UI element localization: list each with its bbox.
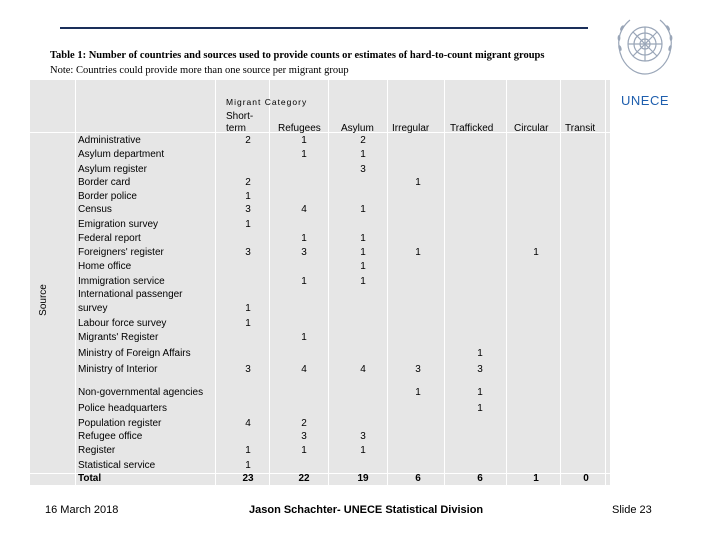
table-cell: 3: [301, 247, 307, 258]
column-header-short-term: Short-term: [226, 111, 254, 134]
table-cell: 1: [415, 247, 421, 258]
source-row-label: Administrative: [78, 135, 141, 146]
table-cell: 2: [245, 177, 251, 188]
table-cell: 2: [301, 418, 307, 429]
table-cell: 1: [360, 261, 366, 272]
table-note: Note: Countries could provide more than one source per migrant group: [50, 65, 349, 76]
source-row-label: Immigration service: [78, 276, 165, 287]
table-cell: 1: [245, 318, 251, 329]
grid-vline: [75, 80, 76, 485]
table-cell: 3: [477, 364, 483, 375]
table-cell: 1: [245, 219, 251, 230]
table-cell: 1: [360, 276, 366, 287]
table-cell: 1: [245, 445, 251, 456]
table-cell: 1: [245, 191, 251, 202]
column-header-irregular: Irregular: [392, 123, 430, 134]
source-row-label: Register: [78, 445, 116, 456]
source-row-label: Population register: [78, 418, 162, 429]
table-cell: 4: [360, 364, 366, 375]
table-cell: 1: [245, 460, 251, 471]
table-cell: 3: [360, 164, 366, 175]
total-cell: 19: [357, 473, 369, 484]
footer-date: 16 March 2018: [45, 504, 119, 516]
un-emblem-icon: [610, 14, 680, 80]
source-row-label: Migrants' Register: [78, 332, 159, 343]
slide-title: Table 1: Number of countries and sources used to provide counts or estimates of hard-to-count migrant groups: [50, 50, 545, 61]
source-row-label: Ministry of Interior: [78, 364, 158, 375]
table-cell: 1: [533, 247, 539, 258]
table-cell: 1: [301, 332, 307, 343]
total-cell: 6: [477, 473, 483, 484]
source-row-label: Police headquarters: [78, 403, 167, 414]
table-cell: 1: [301, 445, 307, 456]
table-cell: 1: [245, 303, 251, 314]
grid-vline: [444, 80, 445, 485]
header-count-asylum: 2: [360, 135, 366, 146]
grid-vline: [506, 80, 507, 485]
table-cell: 1: [477, 403, 483, 414]
table-cell: 3: [245, 364, 251, 375]
table-cell: 1: [360, 204, 366, 215]
total-row-label: Total: [78, 473, 102, 484]
table-cell: 1: [415, 387, 421, 398]
source-row-label: Asylum register: [78, 164, 147, 175]
source-row-label: Asylum department: [78, 149, 165, 160]
source-row-label: Non-governmental agencies: [78, 387, 204, 398]
source-row-label: survey: [78, 303, 108, 314]
column-header-asylum: Asylum: [341, 123, 374, 134]
header-count-short-term: 2: [245, 135, 251, 146]
source-row-label: Border police: [78, 191, 137, 202]
grid-vline: [560, 80, 561, 485]
source-row-label: Home office: [78, 261, 132, 272]
total-cell: 23: [242, 473, 254, 484]
table-cell: 1: [415, 177, 421, 188]
table-cell: 1: [360, 445, 366, 456]
source-row-label: Foreigners' register: [78, 247, 164, 258]
total-cell: 22: [298, 473, 310, 484]
total-cell: 0: [583, 473, 589, 484]
source-row-label: Border card: [78, 177, 131, 188]
grid-vline: [387, 80, 388, 485]
column-header-refugees: Refugees: [278, 123, 321, 134]
header-count-refugees: 1: [301, 135, 307, 146]
table-cell: 3: [301, 431, 307, 442]
source-row-label: Census: [78, 204, 112, 215]
table-cell: 3: [245, 204, 251, 215]
migrant-category-label: Migrant Category: [226, 97, 308, 107]
brand-wordmark: UNECE: [621, 93, 670, 108]
table-cell: 1: [301, 233, 307, 244]
table-cell: 1: [477, 387, 483, 398]
table-cell: 4: [245, 418, 251, 429]
source-axis-label: Source: [38, 284, 49, 316]
table-cell: 3: [415, 364, 421, 375]
source-row-label: Statistical service: [78, 460, 156, 471]
table-cell: 3: [245, 247, 251, 258]
column-header-transit: Transit: [565, 123, 596, 134]
grid-vline: [328, 80, 329, 485]
source-row-label: Emigration survey: [78, 219, 159, 230]
table-cell: 4: [301, 204, 307, 215]
source-row-label: Ministry of Foreign Affairs: [78, 348, 191, 359]
grid-vline: [269, 80, 270, 485]
column-header-trafficked: Trafficked: [450, 123, 494, 134]
table-cell: 4: [301, 364, 307, 375]
source-row-label: Federal report: [78, 233, 141, 244]
table-cell: 1: [301, 276, 307, 287]
table-cell: 1: [301, 149, 307, 160]
table-cell: 1: [360, 149, 366, 160]
table-cell: 3: [360, 431, 366, 442]
total-cell: 1: [533, 473, 539, 484]
table-cell: 1: [360, 247, 366, 258]
grid-vline: [605, 80, 606, 485]
table-cell: 1: [477, 348, 483, 359]
grid-vline: [215, 80, 216, 485]
table-cell: 1: [360, 233, 366, 244]
footer-presenter: Jason Schachter- UNECE Statistical Division: [249, 504, 484, 516]
header-rule: [60, 27, 588, 29]
column-header-circular: Circular: [514, 123, 549, 134]
footer-slide-number: Slide 23: [612, 504, 652, 516]
source-row-label: Labour force survey: [78, 318, 167, 329]
source-row-label: International passenger: [78, 289, 183, 300]
total-cell: 6: [415, 473, 421, 484]
source-row-label: Refugee office: [78, 431, 143, 442]
